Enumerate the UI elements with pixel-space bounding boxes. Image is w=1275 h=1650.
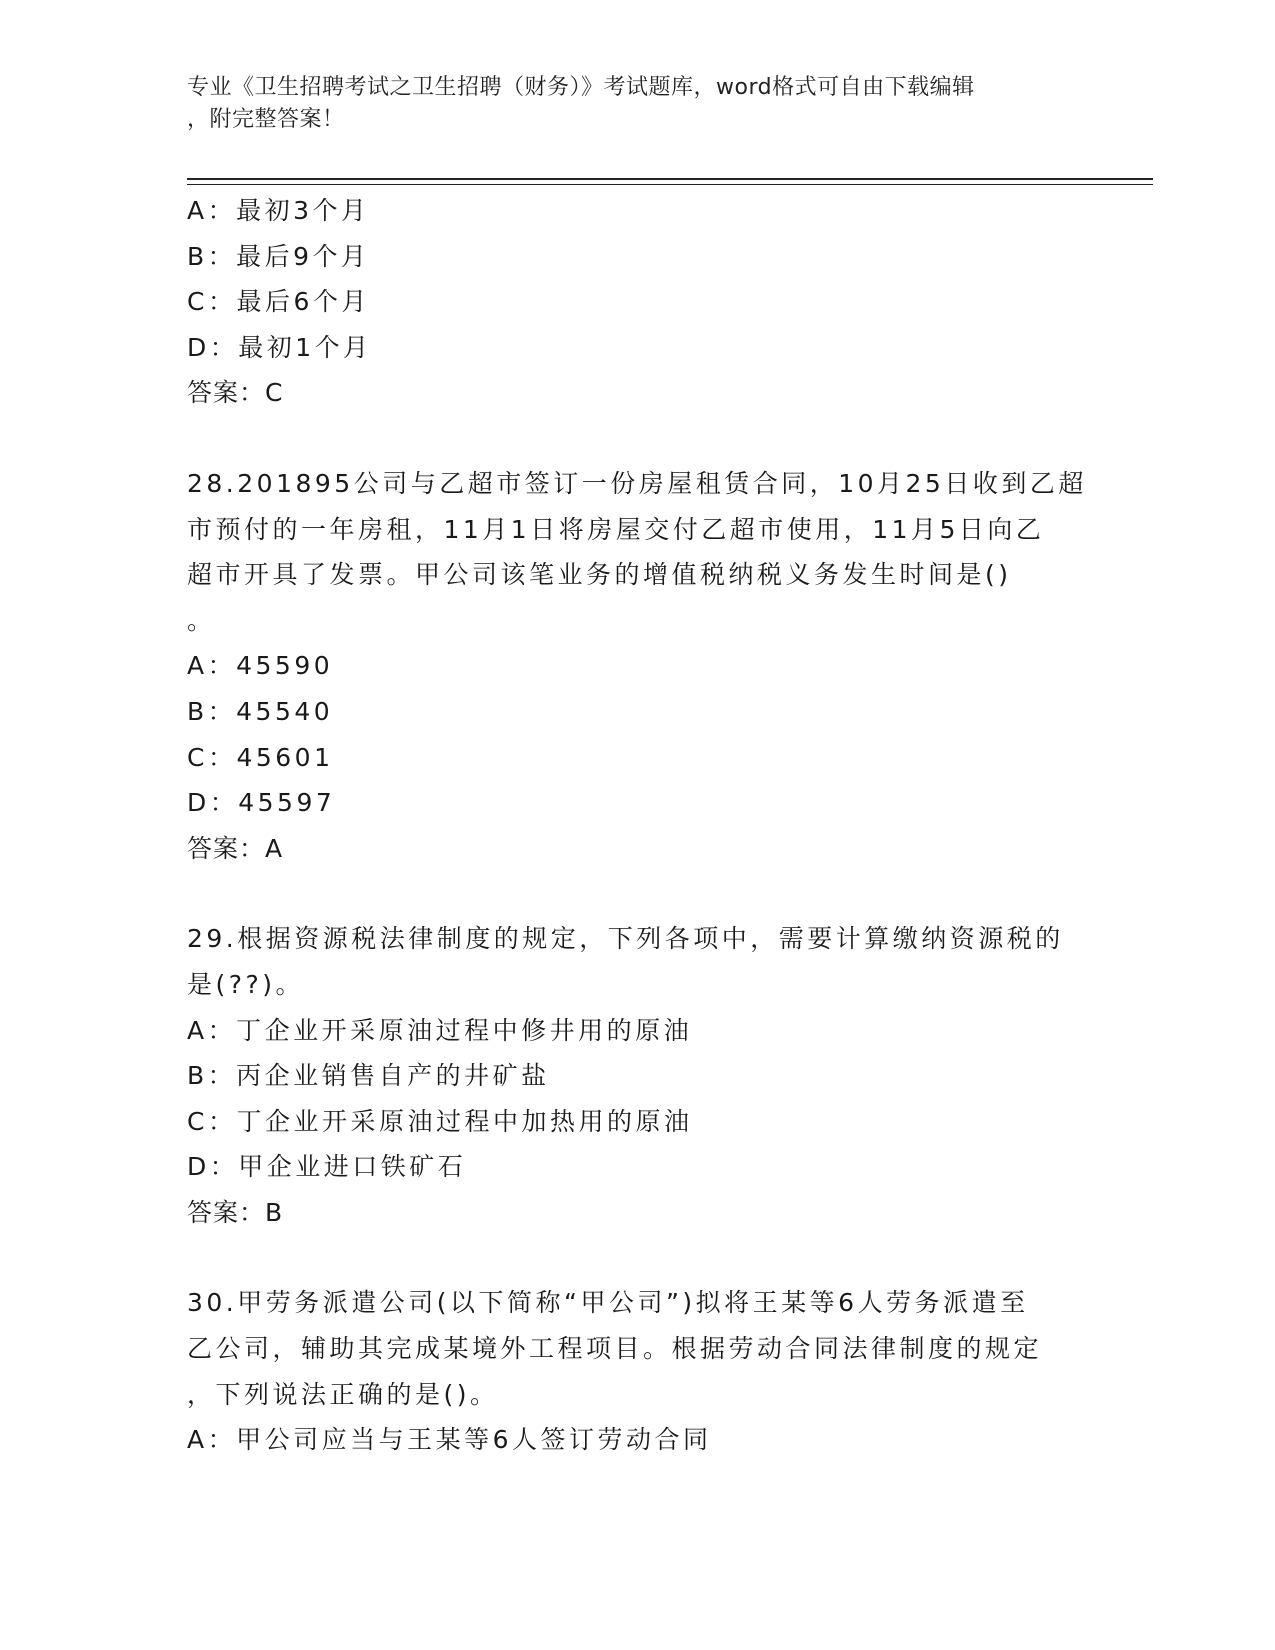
option-d: D：甲企业进口铁矿石 [187, 1152, 467, 1182]
question-29 [187, 916, 1087, 1235]
option-b: B：45540 [187, 696, 334, 726]
spacer [187, 416, 1087, 461]
option-d: D：最初1个月 [187, 332, 372, 362]
option-b: B：丙企业销售自产的井矿盐 [187, 1061, 550, 1091]
question-stem-line: 市预付的一年房租，11月1日将房屋交付乙超市使用，11月5日向乙 [187, 514, 1045, 544]
question-stem-line: 。 [187, 605, 216, 635]
option-a: A：丁企业开采原油过程中修井用的原油 [187, 1015, 693, 1045]
question-stem-line: 28.201895公司与乙超市签订一份房屋租赁合同，10月25日收到乙超 [187, 468, 1087, 498]
answer-line: 答案：C [187, 378, 284, 408]
question-stem-line: ，下列说法正确的是()。 [187, 1379, 499, 1409]
header-line-2: ，附完整答案！ [187, 107, 345, 132]
spacer [187, 871, 1087, 916]
header-rule-thick [187, 178, 1153, 180]
question-stem-line: 30.甲劳务派遣公司(以下简称“甲公司”)拟将王某等6人劳务派遣至 [187, 1288, 1029, 1318]
option-b: B：最后9个月 [187, 241, 370, 271]
option-a: A：45590 [187, 651, 334, 681]
header-rule-thin [187, 184, 1153, 185]
question-stem-line: 乙公司，辅助其完成某境外工程项目。根据劳动合同法律制度的规定 [187, 1334, 1043, 1364]
document-header [187, 72, 1067, 136]
question-stem-line: 是(??)。 [187, 969, 305, 999]
option-a: A：最初3个月 [187, 196, 370, 225]
question-28 [187, 461, 1087, 871]
question-27 [187, 188, 1087, 416]
question-list [187, 188, 1087, 1463]
question-stem-line: 29.根据资源税法律制度的规定，下列各项中，需要计算缴纳资源税的 [187, 924, 1064, 954]
option-a: A：甲公司应当与王某等6人签订劳动合同 [187, 1425, 712, 1455]
option-c: C：45601 [187, 742, 334, 772]
question-30 [187, 1280, 1087, 1462]
option-c: C：丁企业开采原油过程中加热用的原油 [187, 1106, 693, 1136]
option-d: D：45597 [187, 788, 336, 818]
header-line-1: 专业《卫生招聘考试之卫生招聘（财务）》考试题库，word格式可自由下载编辑 [187, 75, 975, 100]
spacer [187, 1235, 1087, 1280]
option-c: C：最后6个月 [187, 287, 370, 317]
question-stem-line: 超市开具了发票。甲公司该笔业务的增值税纳税义务发生时间是() [187, 560, 1012, 590]
answer-line: 答案：B [187, 1197, 284, 1227]
answer-line: 答案：A [187, 833, 284, 863]
